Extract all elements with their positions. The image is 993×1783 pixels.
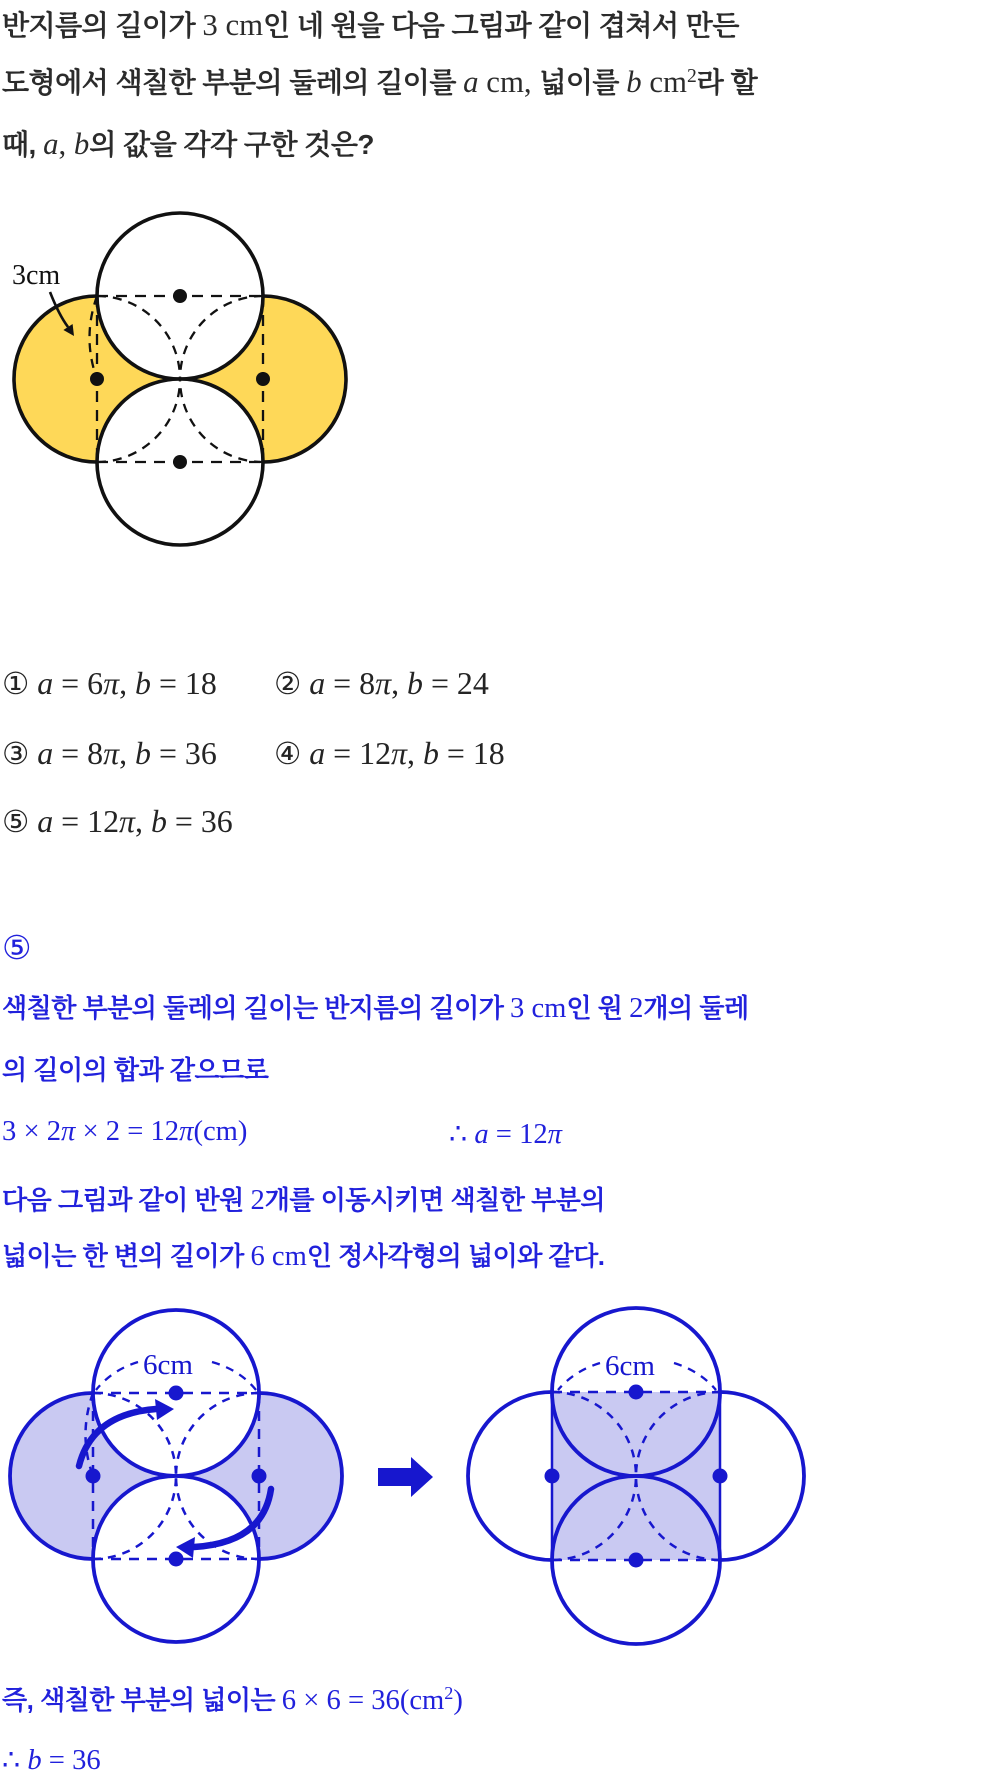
solution-equation-circumference: 3 × 2π × 2 = 12π(cm) bbox=[2, 1116, 248, 1147]
choice-4: ④ a = 12π, b = 18 bbox=[274, 736, 505, 771]
choice-row-1 bbox=[2, 666, 489, 702]
choice-3: ③ a = 8π, b = 36 bbox=[2, 736, 217, 771]
right-semicircle bbox=[720, 1392, 804, 1560]
solution-line-1: 색칠한 부분의 둘레의 길이는 반지름의 길이가 3 cm인 원 2개의 둘레 bbox=[2, 993, 749, 1024]
figure-before-move bbox=[10, 1310, 342, 1642]
solution-conclusion-a: ∴ a = 12π bbox=[449, 1119, 562, 1150]
figure-semicircle-move-diagrams bbox=[0, 1300, 993, 1660]
problem-line-3: 때, a, b의 값을 각각 구한 것은? bbox=[2, 127, 374, 161]
solution-line-6: 즉, 색칠한 부분의 넓이는 $6 \times 6 = 36(cm^2)$ bbox=[2, 1683, 463, 1716]
problem-line-2: 도형에서 색칠한 부분의 둘레의 길이를 a cm, 넓이를 b $cm^2$라 할 bbox=[2, 65, 758, 99]
figure-overlapping-circles-yellow bbox=[0, 200, 380, 560]
solution-line-4: 다음 그림과 같이 반원 2개를 이동시키면 색칠한 부분의 bbox=[2, 1185, 605, 1216]
side-label: 6cm bbox=[605, 1350, 655, 1382]
choice-row-2 bbox=[2, 736, 505, 772]
figure-after-move bbox=[468, 1308, 804, 1644]
choice-1: ① a = 6π, b = 18 bbox=[2, 666, 217, 701]
problem-line-1: 반지름의 길이가 3 cm인 네 원을 다음 그림과 같이 겹쳐서 만든 bbox=[2, 8, 739, 42]
transform-block-arrow-icon bbox=[378, 1457, 433, 1497]
solution-line-5: 넓이는 한 변의 길이가 6 cm인 정사각형의 넓이와 같다. bbox=[2, 1241, 605, 1272]
radius-label: 3cm bbox=[12, 260, 61, 291]
choice-5: ⑤ a = 12π, b = 36 bbox=[2, 804, 233, 839]
solution-line-7: ∴ b = 36 bbox=[2, 1745, 101, 1776]
solution-line-2: 의 길이의 합과 같으므로 bbox=[2, 1055, 269, 1085]
choice-2: ② a = 8π, b = 24 bbox=[274, 666, 489, 701]
answer-marker: ⑤ bbox=[2, 931, 32, 967]
choice-row-3 bbox=[2, 804, 233, 840]
solution-line-3 bbox=[2, 1116, 562, 1150]
side-label: 6cm bbox=[143, 1349, 193, 1381]
left-semicircle bbox=[468, 1392, 552, 1560]
